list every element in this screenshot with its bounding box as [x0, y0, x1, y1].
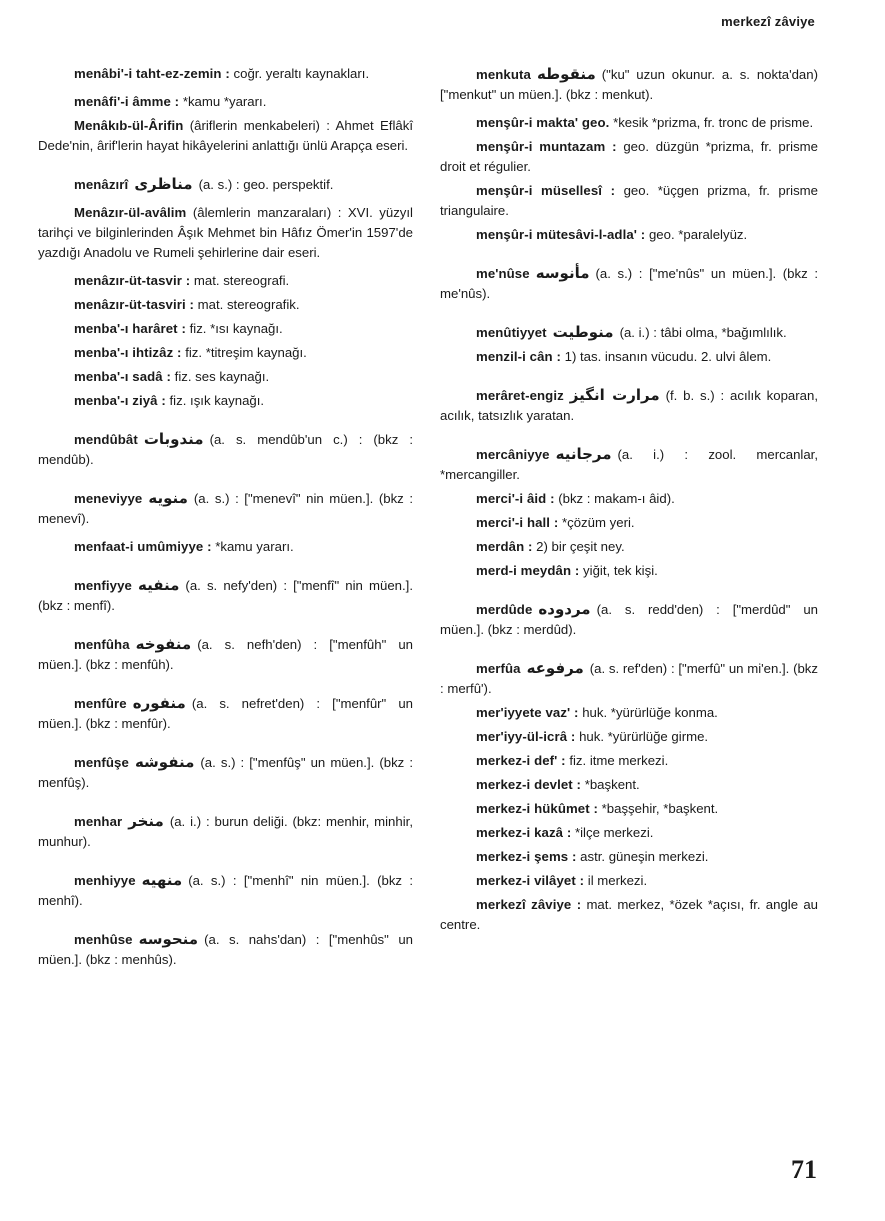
entry-definition: ("ku" uzun okunur. a. s. nokta'dan) ["menkut" un müen.]. (bkz : menkut).: [440, 67, 818, 102]
entry-term: menâbi'-i taht-ez-zemin :: [74, 66, 230, 81]
dictionary-entry: [38, 634, 413, 675]
entry-definition: *başşehir, *başkent.: [601, 801, 719, 816]
entry-term: merdân :: [476, 539, 533, 554]
entry-definition: fiz. ışık kaynağı.: [169, 393, 265, 408]
dictionary-entry: [440, 322, 818, 343]
entry-term: menhûse: [74, 932, 133, 947]
entry-arabic-script: مرفوعه: [526, 659, 584, 677]
entry-arabic-script: مناظری: [134, 175, 193, 193]
dictionary-entry: [440, 703, 818, 723]
entry-definition: (a. s.) : ["menhî" nin müen.]. (bkz : menhî).: [38, 873, 413, 908]
entry-definition: *kesik *prizma, fr. tronc de prisme.: [613, 115, 814, 130]
entry-term: menâzır-üt-tasvir :: [74, 273, 191, 288]
entry-term: menfaat-i umûmiyye :: [74, 539, 212, 554]
entry-definition: (a. i.) : tâbi olma, *bağımlılık.: [619, 325, 787, 340]
entry-definition: *başkent.: [584, 777, 640, 792]
dictionary-entry: [440, 799, 818, 819]
dictionary-entry: [38, 537, 413, 557]
entry-arabic-script: منوطیت: [552, 323, 614, 341]
entry-definition: 1) tas. insanın vücudu. 2. ulvi âlem.: [564, 349, 772, 364]
dictionary-entry: [440, 347, 818, 367]
entry-arabic-script: منفوره: [132, 694, 186, 712]
entry-term: merkez-i şems :: [476, 849, 577, 864]
entry-definition: (a. s.) : ["menevî" nin müen.]. (bkz : menevî).: [38, 491, 413, 526]
entry-definition: fiz. *titreşim kaynağı.: [185, 345, 307, 360]
entry-definition: (a. s.) : ["me'nûs" un müen.]. (bkz : me'nûs).: [440, 266, 818, 301]
entry-definition: (a. s.) : ["menfûş" un müen.]. (bkz : menfûş).: [38, 755, 413, 790]
entry-definition: (f. b. s.) : acılık koparan, acılık, tatsızlık yaratan.: [440, 388, 818, 423]
entry-definition: *kamu *yararı.: [182, 94, 267, 109]
entry-arabic-script: منفوخه: [135, 635, 192, 653]
dictionary-entry: [38, 92, 413, 112]
entry-definition: (a. s. nefret'den) : ["menfûr" un müen.]. (bkz : menfûr).: [38, 696, 413, 731]
entry-term: mer'iyyete vaz' :: [476, 705, 579, 720]
entry-arabic-script: مردوده: [538, 600, 591, 618]
dictionary-entry: [38, 429, 413, 470]
entry-term: Menâzır-ül-avâlim: [74, 205, 187, 220]
entry-term: menşûr-i makta' geo.: [476, 115, 610, 130]
entry-term: menhar: [74, 814, 123, 829]
entry-definition: fiz. ses kaynağı.: [174, 369, 270, 384]
entry-term: menâzır-üt-tasviri :: [74, 297, 194, 312]
dictionary-entry: [440, 658, 818, 699]
entry-definition: coğr. yeraltı kaynakları.: [233, 66, 370, 81]
entry-term: Menâkıb-ül-Ârifin: [74, 118, 184, 133]
entry-definition: geo. *paralelyüz.: [648, 227, 748, 242]
entry-term: mendûbât: [74, 432, 138, 447]
entry-arabic-script: منخر: [128, 812, 164, 830]
dictionary-entry: [38, 752, 413, 793]
dictionary-entry: [38, 811, 413, 852]
entry-definition: (a. i.) : burun deliği. (bkz: menhir, minhir, munhur).: [38, 814, 413, 849]
dictionary-entry: [440, 225, 818, 245]
entry-term: menba'-ı ziyâ :: [74, 393, 166, 408]
left-column: [38, 64, 413, 978]
dictionary-entry: [38, 870, 413, 911]
dictionary-entry: [38, 319, 413, 339]
entry-term: merkezî zâviye :: [476, 897, 582, 912]
entry-arabic-script: مندوبات: [143, 430, 204, 448]
entry-definition: (a. s. nefy'den) : ["menfî" nin müen.]. (bkz : menfî).: [38, 578, 413, 613]
entry-arabic-script: منحوسه: [138, 930, 199, 948]
dictionary-entry: [440, 513, 818, 533]
dictionary-entry: [440, 775, 818, 795]
dictionary-entry: [38, 64, 413, 84]
entry-term: merci'-i hall :: [476, 515, 559, 530]
dictionary-entry: [38, 271, 413, 291]
entry-term: menâfi'-i âmme :: [74, 94, 180, 109]
entry-term: menfûha: [74, 637, 130, 652]
entry-definition: mat. stereografi.: [193, 273, 290, 288]
entry-term: merkez-i vilâyet :: [476, 873, 585, 888]
dictionary-entry: [38, 575, 413, 616]
entry-term: meneviyye: [74, 491, 143, 506]
entry-term: menşûr-i müsellesî :: [476, 183, 616, 198]
dictionary-entry: [440, 181, 818, 221]
entry-definition: *ilçe merkezi.: [575, 825, 654, 840]
dictionary-entry: [440, 64, 818, 105]
entry-arabic-script: منقوطه: [536, 65, 596, 83]
entry-definition: (a. s. nefh'den) : ["menfûh" un müen.]. (bkz : menfûh).: [38, 637, 413, 672]
entry-term: menba'-ı harâret :: [74, 321, 186, 336]
running-header: merkezî zâviye: [721, 14, 815, 29]
entry-definition: mat. merkez, *özek *açısı, fr. angle au centre.: [440, 897, 818, 932]
entry-term: mer'iyy-ül-icrâ :: [476, 729, 576, 744]
dictionary-entry: [440, 537, 818, 557]
entry-definition: (a. i.) : zool. mercanlar, *mercangiller.: [440, 447, 818, 482]
entry-term: menşûr-i mütesâvi-l-adla' :: [476, 227, 646, 242]
entry-arabic-script: منفیه: [137, 576, 180, 594]
entry-term: menşûr-i muntazam :: [476, 139, 617, 154]
dictionary-entry: [440, 823, 818, 843]
entry-definition: yiğit, tek kişi.: [583, 563, 658, 578]
entry-term: me'nûse: [476, 266, 530, 281]
entry-definition: *çözüm yeri.: [562, 515, 635, 530]
entry-term: merdûde: [476, 602, 533, 617]
dictionary-entry: [440, 751, 818, 771]
entry-definition: geo. düzgün *prizma, fr. prisme droit et régulier.: [440, 139, 819, 174]
entry-definition: (bkz : makam-ı âid).: [558, 491, 675, 506]
entry-definition: fiz. itme merkezi.: [569, 753, 669, 768]
entry-definition: fiz. *ısı kaynağı.: [189, 321, 283, 336]
entry-arabic-script: منفوشه: [134, 753, 195, 771]
dictionary-entry: [38, 203, 413, 263]
entry-term: menfiyye: [74, 578, 132, 593]
dictionary-entry: [38, 367, 413, 387]
entry-definition: (a. s. mendûb'un c.) : (bkz : mendûb).: [38, 432, 413, 467]
entry-term: merkez-i devlet :: [476, 777, 582, 792]
dictionary-entry: [38, 488, 413, 529]
dictionary-entry: [440, 444, 818, 485]
dictionary-entry: [440, 895, 818, 935]
entry-definition: geo. *üçgen prizma, fr. prisme triangulaire.: [440, 183, 818, 218]
dictionary-entry: [440, 847, 818, 867]
dictionary-entry: [38, 174, 413, 195]
entry-definition: huk. *yürürlüğe konma.: [582, 705, 718, 720]
dictionary-entry: [38, 295, 413, 315]
dictionary-entry: [440, 489, 818, 509]
page-number: 71: [791, 1155, 817, 1184]
dictionary-entry: [38, 343, 413, 363]
entry-definition: mat. stereografik.: [197, 297, 300, 312]
dictionary-entry: [440, 561, 818, 581]
entry-definition: (a. s. nahs'dan) : ["menhûs" un müen.]. (bkz : menhûs).: [38, 932, 413, 967]
dictionary-entry: [440, 599, 818, 640]
dictionary-entry: [440, 113, 818, 133]
entry-arabic-script: منهیه: [141, 871, 183, 889]
entry-term: menzil-i cân :: [476, 349, 561, 364]
entry-term: merd-i meydân :: [476, 563, 580, 578]
entry-definition: huk. *yürürlüğe girme.: [579, 729, 709, 744]
entry-definition: (a. s. redd'den) : ["merdûd" un müen.]. (bkz : merdûd).: [440, 602, 818, 637]
entry-term: menba'-ı ihtizâz :: [74, 345, 182, 360]
entry-definition: (âlemlerin manzaraları) : XVI. yüzyıl tarihçi ve bilginlerinden Âşık Mehmet bin Hâfız Ömer'in 1597'de yazdığı Anadolu ve Rumeli şehirlerine dair eseri.: [38, 205, 413, 260]
entry-term: menba'-ı sadâ :: [74, 369, 171, 384]
entry-definition: (âriflerin menkabeleri) : Ahmet Eflâkî Dede'nin, ârif'lerin hayat hikâyelerini anlattığı ünlü Arapça eseri.: [38, 118, 413, 153]
entry-definition: (a. s.) : geo. perspektif.: [198, 177, 334, 192]
entry-term: menhiyye: [74, 873, 136, 888]
entry-definition: (a. s. ref'den) : ["merfû" un mi'en.]. (bkz : merfû').: [440, 661, 818, 696]
entry-definition: astr. güneşin merkezi.: [580, 849, 709, 864]
right-column: [440, 64, 818, 939]
entry-arabic-script: مرارت انگیز: [569, 386, 660, 404]
entry-definition: *kamu yararı.: [215, 539, 294, 554]
dictionary-entry: [440, 871, 818, 891]
entry-arabic-script: مأنوسه: [535, 264, 590, 282]
dictionary-entry: [440, 385, 818, 426]
dictionary-entry: [440, 263, 818, 304]
entry-term: merfûa: [476, 661, 521, 676]
dictionary-entry: [38, 391, 413, 411]
entry-term: merâret-engiz: [476, 388, 564, 403]
dictionary-entry: [38, 693, 413, 734]
dictionary-entry: [440, 727, 818, 747]
entry-term: menûtiyyet: [476, 325, 547, 340]
entry-term: menfûre: [74, 696, 127, 711]
entry-term: merkez-i def' :: [476, 753, 566, 768]
dictionary-entry: [440, 137, 818, 177]
entry-term: merkez-i kazâ :: [476, 825, 572, 840]
entry-definition: 2) bir çeşit ney.: [536, 539, 625, 554]
entry-term: menkuta: [476, 67, 531, 82]
entry-arabic-script: مرجانیه: [555, 445, 612, 463]
entry-term: merkez-i hükûmet :: [476, 801, 598, 816]
entry-term: menâzırî: [74, 177, 129, 192]
entry-term: mercâniyye: [476, 447, 550, 462]
dictionary-entry: [38, 929, 413, 970]
dictionary-entry: [38, 116, 413, 156]
entry-term: menfûşe: [74, 755, 129, 770]
entry-arabic-script: منویه: [148, 489, 188, 507]
entry-definition: il merkezi.: [587, 873, 648, 888]
entry-term: merci'-i âid :: [476, 491, 555, 506]
